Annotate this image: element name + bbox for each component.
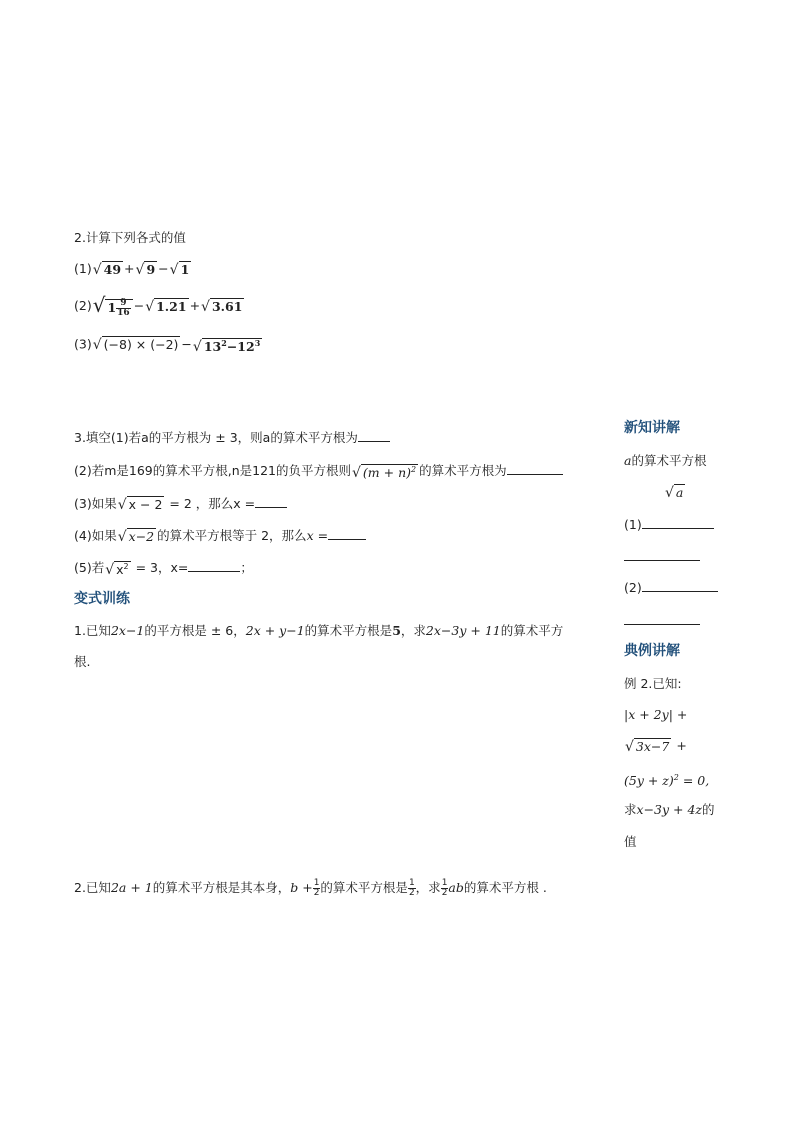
sqrt-1: √ 1 bbox=[169, 261, 190, 278]
example-line4: 求x−3y + 4z的 bbox=[624, 802, 715, 817]
answer-blank[interactable] bbox=[642, 516, 714, 529]
variant-q1-cont: 根. bbox=[74, 654, 91, 669]
op-plus: + bbox=[124, 261, 135, 276]
q3-line3: (3)如果√ x − 2 = 2 ，那么x = bbox=[74, 494, 287, 515]
example-line5: 值 bbox=[624, 834, 637, 849]
answer-blank[interactable] bbox=[624, 548, 700, 561]
op-minus: − bbox=[158, 261, 169, 276]
sidebar-item-2: (2) bbox=[624, 578, 718, 598]
q2-part3 bbox=[74, 333, 263, 357]
q2b-line: 2.已知2a + 1的算术平方根是其本身，b + $\frac{1}{2}$ 的算术平方根是 $\frac{1}{2}$ ，求 $\frac{1}{2}$ ab的算术平方根 . bbox=[74, 878, 547, 898]
answer-blank[interactable] bbox=[255, 495, 287, 508]
sidebar-item-2-cont bbox=[624, 611, 700, 631]
answer-blank[interactable] bbox=[642, 579, 718, 592]
q2-part1 bbox=[74, 259, 192, 280]
q3-line1: 3.填空(1)若a的平方根为 ± 3，则a的算术平方根为 bbox=[74, 428, 390, 448]
answer-blank[interactable] bbox=[188, 559, 240, 572]
variant-heading: 变式训练 bbox=[74, 591, 130, 607]
sqrt-49: √ 49 bbox=[92, 261, 122, 278]
sidebar-item-1-cont bbox=[624, 547, 700, 567]
example-line2: √ 3x−7 + bbox=[625, 738, 687, 755]
example-title: 例 2.已知: bbox=[624, 676, 682, 691]
sidebar-definition: a的算术平方根 bbox=[624, 453, 707, 468]
sqrt-1-21: √ 1.21 bbox=[145, 298, 187, 315]
sidebar-item-1: (1) bbox=[624, 515, 714, 535]
op-plus: + bbox=[189, 298, 201, 313]
sqrt-x-minus-2: √ x − 2 bbox=[117, 496, 163, 513]
op-minus: − bbox=[181, 336, 192, 352]
sqrt-m-plus-n: √ $(m + n)^2$ bbox=[352, 465, 417, 482]
sqrt-mixed-fraction: √ 1 $\frac{9}{16}$ bbox=[93, 295, 133, 318]
sqrt-9: √ 9 bbox=[135, 261, 156, 278]
q2-title: 2.计算下列各式的值 bbox=[74, 230, 186, 245]
op-minus: − bbox=[133, 298, 145, 313]
sqrt-x-2: √ x−2 bbox=[117, 528, 155, 545]
answer-blank[interactable] bbox=[624, 612, 700, 625]
sidebar-heading-new-knowledge: 新知讲解 bbox=[624, 420, 680, 436]
sqrt-x-squared: √ $x^2$ bbox=[105, 562, 129, 579]
example-line3: $(5y + z)^2 = 0$, bbox=[624, 773, 710, 789]
q3-line2: (2)若m是169的算术平方根,n是121的负平方根则√ $(m + n)^2$ 的算术平方根为 bbox=[74, 460, 563, 483]
sidebar-heading-examples: 典例讲解 bbox=[624, 643, 680, 659]
sqrt-product: √ (−8) × (−2) bbox=[92, 337, 179, 354]
q2-part3-label: (3) bbox=[74, 336, 92, 352]
sqrt-squares: √ $13^2-12^3$ bbox=[192, 338, 261, 356]
sqrt-3-61: √ 3.61 bbox=[201, 298, 243, 315]
q3-line4: (4)如果√ x−2 的算术平方根等于 2，那么x = bbox=[74, 526, 366, 547]
example-line1: |x + 2y| + bbox=[624, 707, 688, 722]
q3-line5: (5)若√ $x^2 = 3$，x= ； bbox=[74, 557, 253, 580]
answer-blank[interactable] bbox=[328, 527, 366, 540]
variant-q1: 1.已知2x−1的平方根是 ± 6，2x + y−1的算术平方根是5，求2x−3y + 11的算术平方 bbox=[74, 623, 564, 638]
q2-part2-label: (2) bbox=[74, 298, 92, 313]
answer-blank[interactable] bbox=[507, 462, 563, 475]
answer-blank[interactable] bbox=[358, 429, 390, 442]
q2-part2 bbox=[74, 295, 245, 318]
q2-part1-label: (1) bbox=[74, 261, 92, 276]
sidebar-sqrt-a: √ a bbox=[665, 484, 684, 501]
